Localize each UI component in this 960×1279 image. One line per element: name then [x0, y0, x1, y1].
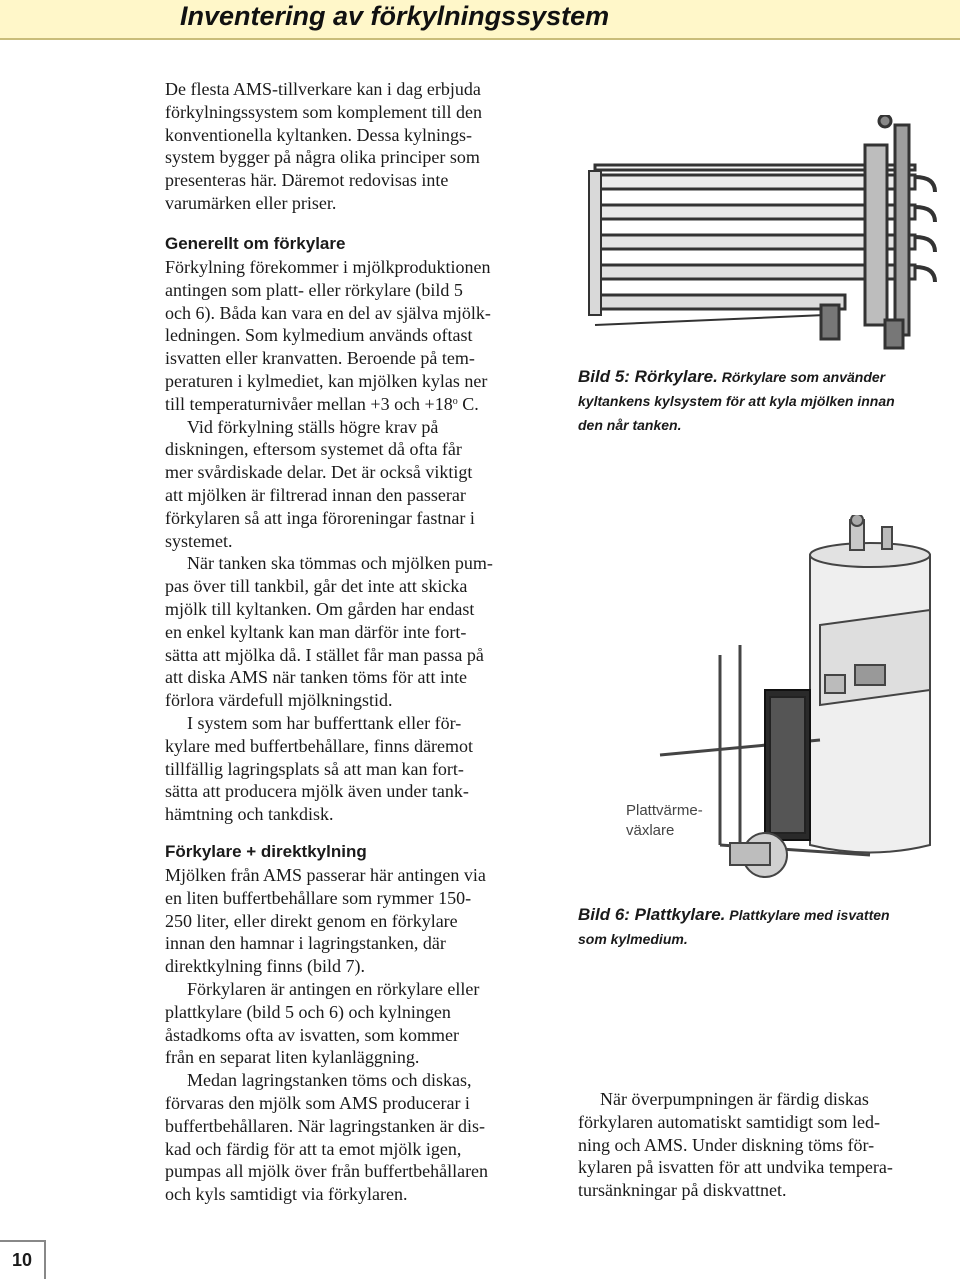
intro-paragraph [165, 78, 565, 215]
right-column-paragraph [578, 1088, 958, 1202]
page-number: 10 [0, 1240, 46, 1279]
caption-line: kyltankens kylsystem för att kyla mjölken innan [578, 393, 895, 409]
text-line: Förkylning förekommer i mjölkproduktionen [165, 257, 491, 277]
text-line: system bygger på några olika principer som [165, 147, 480, 168]
text-line: presenteras här. Däremot redovisas inte [165, 170, 449, 191]
text-line: 250 liter, eller direkt genom en förkylare [165, 910, 458, 931]
text-line: Medan lagringstanken töms och diskas, [187, 1070, 472, 1091]
figure6-caption [578, 903, 958, 951]
figure5-caption [578, 365, 958, 437]
text-line: tillfällig lagringsplats så att man kan fort- [165, 758, 464, 779]
text-line: tursänkningar på diskvattnet. [578, 1180, 787, 1201]
caption-title: Bild 5: Rörkylare. [578, 367, 718, 386]
text-line: förkylaren så att inga föroreningar fastnar i [165, 507, 475, 528]
text-line: och 6). Båda kan vara en del av själva mjölk- [165, 302, 491, 323]
text-line: kad och färdig för att ta emot mjölk igen, [165, 1138, 462, 1159]
text-line: De flesta AMS-tillverkare kan i dag erbjuda [165, 79, 481, 99]
caption-title: Bild 6: Plattkylare. [578, 905, 726, 924]
text-line: peraturen i kylmediet, kan mjölken kylas ner [165, 370, 488, 391]
text-line: förlora värdefull mjölkningstid. [165, 690, 393, 711]
text-line: plattkylare (bild 5 och 6) och kylningen [165, 1001, 451, 1022]
text-line: I system som har bufferttank eller för- [187, 712, 462, 733]
text-line: förkylningssystem som komplement till den [165, 101, 482, 122]
text-line: konventionella kyltanken. Dessa kylnings- [165, 124, 472, 145]
text-line: sätta att mjölka då. I stället får man passa på [165, 644, 484, 665]
text-line: När överpumpningen är färdig diskas [600, 1089, 869, 1109]
text-line: mer svårdiskade delar. Det är också viktigt [165, 462, 473, 483]
text-line: varumärken eller priser. [165, 192, 337, 213]
text-line: När tanken ska tömmas och mjölken pum- [187, 553, 493, 574]
temp-text: till temperaturnivåer mellan +3 och +18 [165, 393, 453, 414]
text-line: från en separat liten kylanläggning. [165, 1047, 420, 1068]
text-line: och kyls samtidigt via förkylaren. [165, 1184, 408, 1205]
text-line: Vid förkylning ställs högre krav på [187, 416, 439, 437]
text-line: systemet. [165, 530, 233, 551]
text-line: pas över till tankbil, går det inte att skicka [165, 576, 468, 597]
degree-mark: o [452, 395, 458, 407]
text-line: förkylaren automatiskt samtidigt som led- [578, 1111, 880, 1132]
caption-line: som kylmedium. [578, 931, 688, 947]
text-line: antingen som platt- eller rörkylare (bild 5 [165, 279, 463, 300]
temp-unit: C. [457, 393, 479, 414]
caption-text: Plattkylare med isvatten [725, 907, 890, 923]
page-title: Inventering av förkylningssystem [180, 1, 610, 31]
text-line: Mjölken från AMS passerar här antingen via [165, 865, 486, 885]
text-line [165, 393, 565, 416]
text-line: hämtning och tankdisk. [165, 804, 334, 825]
text-line: direktkylning finns (bild 7). [165, 956, 365, 977]
caption-line [578, 365, 958, 389]
text-line: att diska AMS när tanken töms för att inte [165, 667, 467, 688]
text-line: Förkylaren är antingen en rörkylare eller [187, 978, 480, 999]
tube-cooler-illustration [585, 115, 955, 355]
text-line: ning och AMS. Under diskning töms för- [578, 1134, 875, 1155]
section-heading-direktkylning: Förkylare + direktkylning [165, 842, 367, 861]
text-line: mjölk till kyltanken. Om gården har endast [165, 598, 475, 619]
plate-exchanger-label-line2: växlare [626, 822, 675, 839]
section2-body [165, 864, 565, 1206]
text-line: isvatten eller kranvatten. Beroende på tem- [165, 348, 475, 369]
text-line: innan den hamnar i lagringstanken, där [165, 933, 446, 954]
caption-line [578, 903, 958, 927]
header-bar [0, 0, 960, 40]
text-line: förvaras den mjölk som AMS producerar i [165, 1092, 470, 1113]
text-line: diskningen, eftersom systemet då ofta får [165, 439, 462, 460]
text-line: kylaren på isvatten för att undvika tempera- [578, 1157, 893, 1178]
caption-text: Rörkylare som använder [717, 369, 886, 385]
text-line: sätta att producera mjölk även under tank- [165, 781, 469, 802]
text-line: pumpas all mjölk över från buffertbehållaren [165, 1161, 489, 1182]
plate-cooler-illustration [620, 515, 950, 885]
text-line: en enkel kyltank kan man därför inte fort- [165, 621, 467, 642]
section-heading-generellt: Generellt om förkylare [165, 234, 346, 253]
text-line: en liten buffertbehållare som rymmer 150- [165, 887, 472, 908]
text-line: buffertbehållaren. När lagringstanken är dis- [165, 1115, 486, 1136]
text-line: ledningen. Som kylmedium används oftast [165, 325, 473, 346]
text-line: åstadkoms ofta av isvatten, som kommer [165, 1024, 459, 1045]
plate-exchanger-label-line1: Plattvärme- [626, 802, 703, 819]
text-line: kylare med buffertbehållare, finns däremot [165, 735, 474, 756]
text-line: att mjölken är filtrerad innan den passerar [165, 484, 466, 505]
caption-line: den når tanken. [578, 417, 682, 433]
section1-body [165, 256, 565, 826]
